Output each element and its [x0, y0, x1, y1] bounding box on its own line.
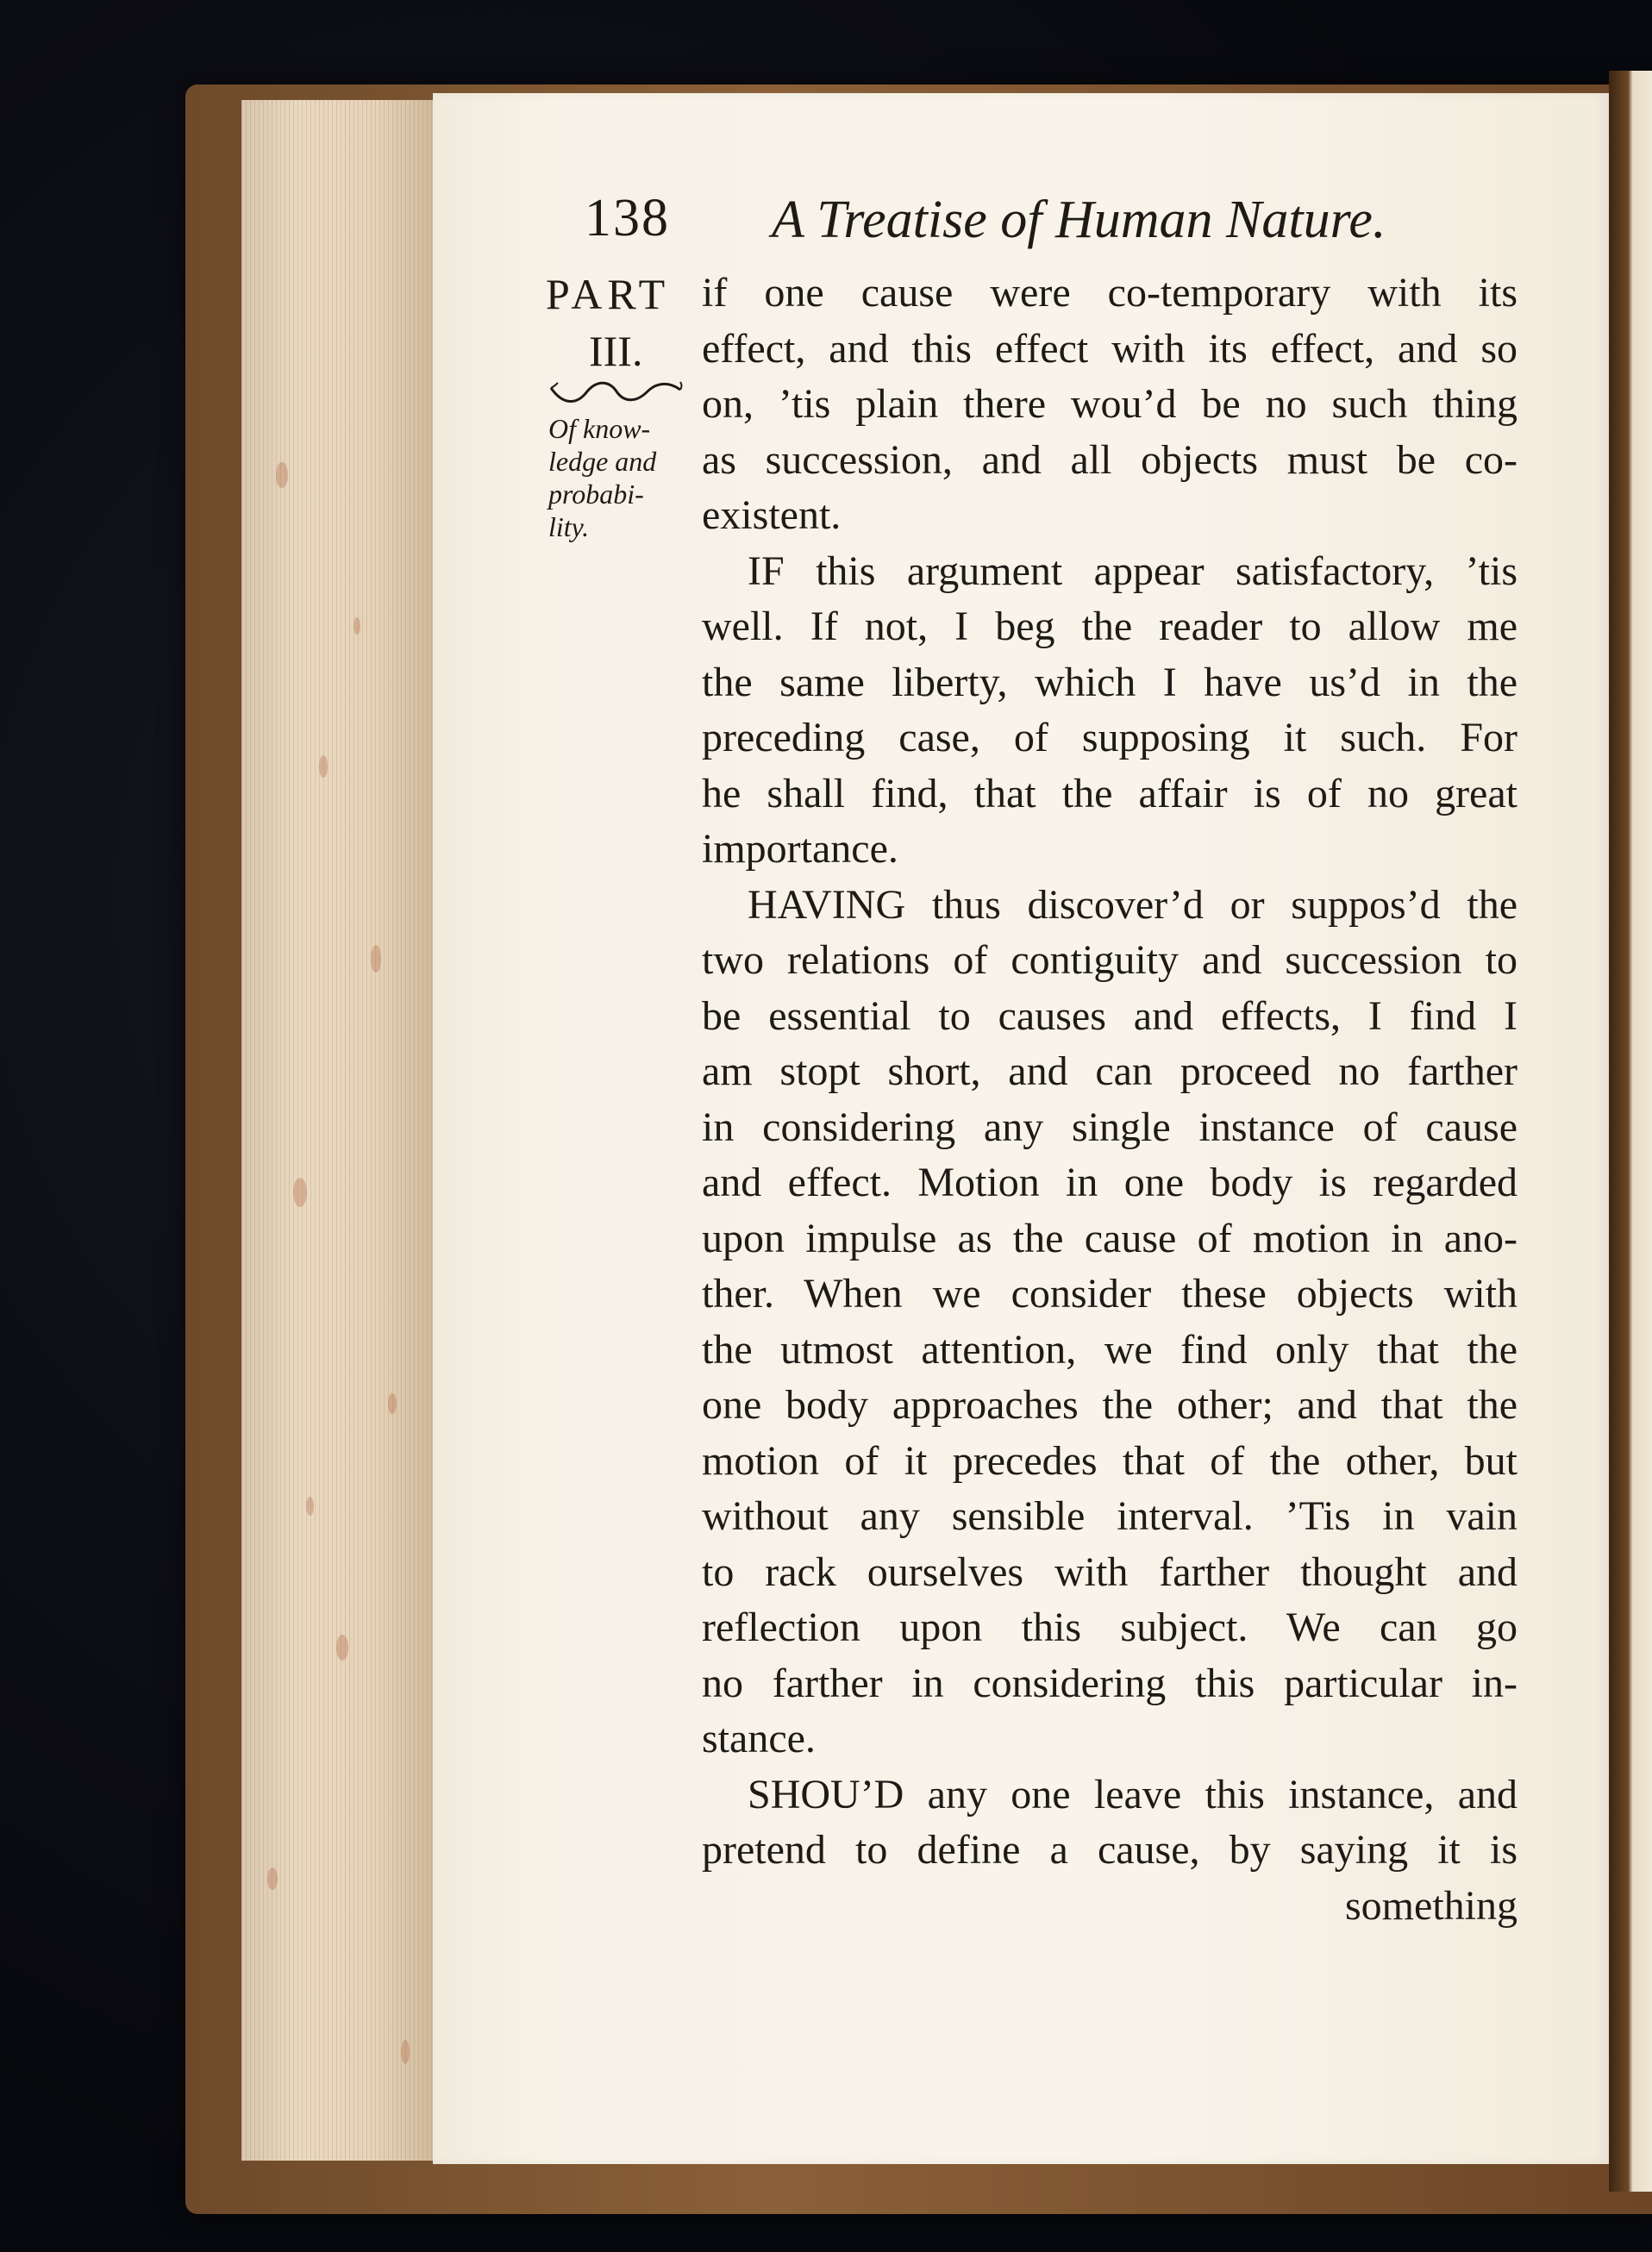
text-line: reflection upon this subject. We can go — [702, 1605, 1517, 1650]
text-line: ther. When we consider these objects with — [702, 1271, 1517, 1317]
page-edges — [241, 100, 433, 2161]
page-number: 138 — [585, 189, 670, 247]
foxing-spot — [319, 755, 328, 778]
text-line: no farther in considering this particular in- — [702, 1660, 1517, 1706]
marginal-note-line: lity. — [548, 511, 590, 542]
text-line: upon impulse as the cause of motion in ano- — [702, 1215, 1517, 1261]
text-line: stance. — [702, 1716, 816, 1761]
catchword: something — [1345, 1882, 1517, 1929]
part-label: PART — [546, 270, 671, 318]
text-line: as succession, and all objects must be co- — [702, 436, 1517, 483]
page-gutter — [1609, 71, 1652, 2192]
foxing-spot — [388, 1393, 397, 1414]
text-line: one body approaches the other; and that the — [702, 1382, 1517, 1428]
text-line: if one cause were co-temporary with its — [702, 270, 1517, 316]
text-line: the same liberty, which I have us’d in the — [702, 659, 1517, 705]
text-line: to rack ourselves with farther thought and — [702, 1548, 1517, 1595]
running-head: A Treatise of Human Nature. — [772, 191, 1386, 249]
text-line: HAVING thus discover’d or suppos’d the — [748, 881, 1517, 928]
text-line: he shall find, that the affair is of no great — [702, 770, 1517, 816]
text-line: am stopt short, and can proceed no farther — [702, 1048, 1517, 1094]
foxing-spot — [371, 945, 381, 973]
foxing-spot — [306, 1497, 314, 1516]
text-line: SHOU’D any one leave this instance, and — [748, 1771, 1517, 1817]
marginal-note — [548, 412, 695, 543]
text-line: on, ’tis plain there wou’d be no such thing — [702, 381, 1517, 427]
body-text — [702, 266, 1517, 1934]
part-number: III. — [589, 327, 643, 375]
foxing-spot — [401, 2040, 410, 2064]
text-line: motion of it precedes that of the other, but — [702, 1437, 1517, 1484]
foxing-spot — [354, 617, 360, 635]
marginal-note-line: ledge and — [548, 446, 657, 477]
marginal-note-line: Of know- — [548, 413, 651, 444]
foxing-spot — [293, 1178, 307, 1207]
text-line: importance. — [702, 826, 898, 872]
text-line: be essential to causes and effects, I find I — [702, 992, 1517, 1039]
foxing-spot — [336, 1635, 348, 1661]
text-line: pretend to define a cause, by saying it is — [702, 1827, 1517, 1873]
text-line: in considering any single instance of cause — [702, 1104, 1517, 1150]
text-line: preceding case, of supposing it such. For — [702, 715, 1517, 760]
text-line: the utmost attention, we find only that the — [702, 1326, 1517, 1373]
text-line: and effect. Motion in one body is regarded — [702, 1160, 1517, 1205]
text-line: without any sensible interval. ’Tis in vain — [702, 1493, 1517, 1539]
text-line: well. If not, I beg the reader to allow me — [702, 604, 1517, 649]
marginal-note-line: probabi- — [548, 479, 644, 510]
text-line: IF this argument appear satisfactory, ’tis — [748, 547, 1517, 594]
foxing-spot — [276, 462, 288, 488]
text-line: two relations of contiguity and succession to — [702, 937, 1517, 983]
ornament-icon — [548, 379, 685, 410]
foxing-spot — [267, 1867, 278, 1890]
text-line: effect, and this effect with its effect, and so — [702, 325, 1517, 372]
text-line: existent. — [702, 492, 842, 538]
